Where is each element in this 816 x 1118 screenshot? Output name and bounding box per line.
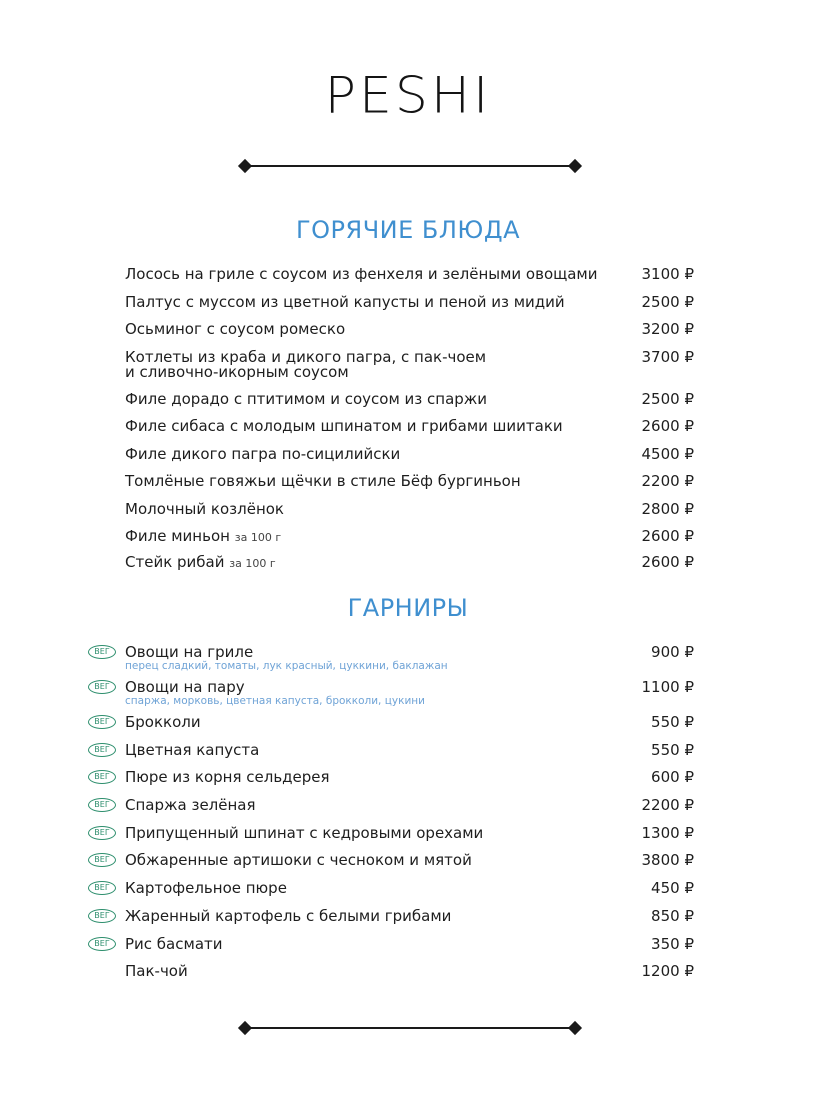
dish-price: 2500 ₽ (641, 389, 694, 408)
vegetarian-badge-icon: ВЕГ (88, 645, 116, 659)
dish-name (125, 267, 694, 282)
menu-item (88, 267, 694, 295)
diamond-icon (238, 159, 252, 173)
dish-unit: за 100 г (229, 557, 276, 570)
menu-item (88, 419, 694, 447)
dish-name (125, 322, 694, 337)
garnish-name: Припущенный шпинат с кедровыми орехами (125, 823, 484, 842)
dish-name-text: Молочный козлёнок (125, 499, 284, 518)
dish-price: 2600 ₽ (641, 527, 694, 545)
menu-item (88, 499, 694, 530)
menu-item (88, 798, 694, 826)
garnish-name: Овощи на гриле (125, 643, 254, 661)
dish-name (125, 419, 694, 434)
garnish-price: 1100 ₽ (641, 678, 694, 696)
menu-item (88, 881, 694, 909)
hot-dishes-title: ГОРЯЧИЕ БЛЮДА (296, 216, 520, 244)
dish-name-text: Осьминог с соусом ромеско (125, 320, 346, 338)
menu-item (88, 680, 694, 715)
divider-line (245, 1027, 575, 1029)
garnishes-title: ГАРНИРЫ (347, 594, 469, 622)
top-divider (238, 159, 582, 173)
divider-line (245, 165, 575, 167)
menu-item (88, 770, 694, 798)
garnish-price: 3800 ₽ (641, 851, 694, 870)
garnish-name: Рис басмати (125, 934, 223, 953)
dish-name (125, 389, 694, 408)
vegetarian-badge-icon: ВЕГ (88, 798, 116, 812)
menu-item (88, 645, 694, 680)
garnish-price: 600 ₽ (651, 768, 694, 787)
garnish-description: спаржа, морковь, цветная капуста, брокколи, цукини (125, 695, 425, 707)
garnish-name: Спаржа зелёная (125, 796, 256, 815)
dish-price: 2200 ₽ (641, 472, 694, 490)
menu-item (88, 347, 694, 392)
vegetarian-badge-icon: ВЕГ (88, 743, 116, 757)
garnish-description: перец сладкий, томаты, лук красный, цуккини, баклажан (125, 660, 448, 672)
menu-item (88, 740, 694, 771)
diamond-icon (568, 1021, 582, 1035)
diamond-icon (238, 1021, 252, 1035)
vegetarian-badge-icon: ВЕГ (88, 881, 116, 895)
dish-unit: за 100 г (234, 531, 282, 544)
dish-name (125, 555, 694, 571)
vegetarian-badge-icon: ВЕГ (88, 937, 116, 951)
dish-name (125, 474, 694, 489)
garnish-name: Картофельное пюре (125, 879, 287, 898)
garnish-price: 2200 ₽ (641, 796, 694, 815)
menu-item (88, 715, 694, 743)
dish-price: 2500 ₽ (641, 292, 694, 311)
garnishes-list (88, 645, 694, 992)
garnish-name: Пюре из корня сельдерея (125, 768, 330, 787)
dish-price: 3700 ₽ (641, 347, 694, 366)
vegetarian-badge-icon: ВЕГ (88, 826, 116, 840)
dish-name-text: Котлеты из краба и дикого пагра, с пак-чоем (125, 347, 487, 366)
dish-price: 2600 ₽ (641, 553, 694, 571)
menu-item (88, 964, 694, 992)
dish-name-text: Филе дорадо с птитимом и соусом из спаржи (125, 389, 488, 408)
dish-name-text: Филе дикого пагра по-сицилийски (125, 444, 401, 463)
menu-item (88, 474, 694, 502)
dish-name-text: Лосось на гриле с соусом из фенхеля и зелёными овощами (125, 265, 598, 283)
garnish-price: 1200 ₽ (641, 962, 694, 981)
vegetarian-badge-icon: ВЕГ (88, 715, 116, 729)
menu-item (88, 529, 694, 555)
bottom-divider (238, 1021, 582, 1035)
vegetarian-badge-icon: ВЕГ (88, 770, 116, 784)
dish-name-text: Филе миньон (125, 527, 230, 545)
dish-price: 3100 ₽ (641, 265, 694, 283)
garnish-price: 450 ₽ (651, 879, 694, 898)
vegetarian-badge-icon: ВЕГ (88, 853, 116, 867)
dish-price: 2800 ₽ (641, 499, 694, 518)
dish-name-text: Филе сибаса с молодым шпинатом и грибами шиитаки (125, 417, 563, 435)
dish-name (125, 292, 694, 311)
menu-item (88, 906, 694, 937)
menu-item (88, 292, 694, 323)
garnish-name: Жаренный картофель с белыми грибами (125, 906, 452, 925)
brand-logo: PESHI (324, 67, 492, 125)
dish-price: 2600 ₽ (641, 417, 694, 435)
garnish-price: 550 ₽ (651, 740, 694, 759)
garnish-price: 350 ₽ (651, 934, 694, 953)
garnish-price: 550 ₽ (651, 713, 694, 731)
menu-item (88, 853, 694, 881)
dish-name-text: Стейк рибай (125, 553, 225, 571)
garnish-price: 850 ₽ (651, 906, 694, 925)
dish-price: 4500 ₽ (641, 444, 694, 463)
garnish-price: 1300 ₽ (641, 823, 694, 842)
garnish-name: Пак-чой (125, 962, 188, 981)
dish-name-line2: и сливочно-икорным соусом (125, 362, 349, 381)
dish-name (125, 529, 694, 545)
dish-price: 3200 ₽ (641, 320, 694, 338)
diamond-icon (568, 159, 582, 173)
dish-name (125, 347, 694, 381)
garnish-name: Овощи на пару (125, 678, 245, 696)
dish-name (125, 499, 694, 518)
garnish-name: Брокколи (125, 713, 201, 731)
vegetarian-badge-icon: ВЕГ (88, 680, 116, 694)
garnish-name: Обжаренные артишоки с чесноком и мятой (125, 851, 472, 870)
dish-name-text: Томлёные говяжьи щёчки в стиле Бёф бургиньон (125, 472, 521, 490)
vegetarian-badge-icon: ВЕГ (88, 909, 116, 923)
menu-item (88, 934, 694, 965)
menu-item (88, 322, 694, 350)
dish-name (125, 444, 694, 463)
dish-name-text: Палтус с муссом из цветной капусты и пеной из мидий (125, 292, 565, 311)
menu-item (88, 389, 694, 420)
menu-item (88, 823, 694, 854)
hot-dishes-list (88, 267, 694, 583)
garnish-price: 900 ₽ (651, 643, 694, 661)
garnish-name: Цветная капуста (125, 740, 260, 759)
menu-item (88, 555, 694, 583)
menu-item (88, 444, 694, 475)
